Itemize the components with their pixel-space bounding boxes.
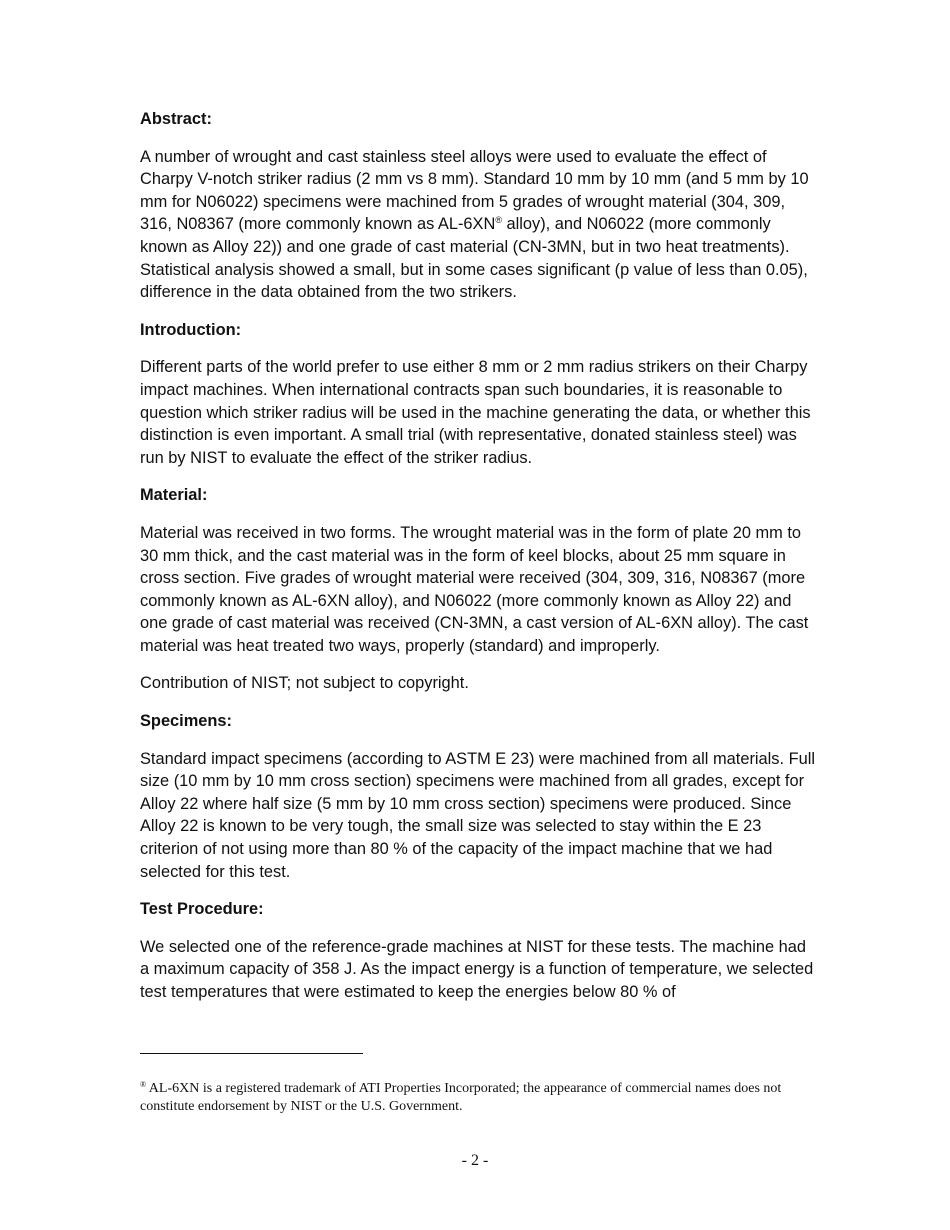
body-content — [140, 108, 816, 1019]
specimens-paragraph: Standard impact specimens (according to ASTM E 23) were machined from all materials. Full size (10 mm by 10 mm cross section) specimens were machined from all grades, except for Alloy 22 where half size (5 mm by 10 mm cross section) specimens were produced. Since Alloy 22 is known to be very tough, the small size was selected to stay within the E 23 criterion of not using more than 80 % of the capacity of the impact machine that we had selected for this test. — [140, 749, 816, 881]
specimens-heading: Specimens: — [140, 712, 233, 731]
abstract-text-part2: alloy), and N06022 (more commonly known as Alloy 22)) and one grade of cast material (CN-3MN, but in two heat treatments). Statistical analysis showed a small, but in some cases significant (p value of less than 0.05), difference in the data obtained from the two strikers. — [140, 215, 808, 302]
footnote — [140, 1080, 816, 1116]
test-procedure-paragraph: We selected one of the reference-grade machines at NIST for these tests. The machine had a maximum capacity of 358 J. As the impact energy is a function of temperature, we selected test temperatures that were estimated to keep the energies below 80 % of — [140, 937, 814, 1001]
abstract-heading: Abstract: — [140, 110, 212, 128]
introduction-heading: Introduction: — [140, 320, 242, 339]
page-number: - 2 - — [461, 1152, 489, 1169]
material-paragraph: Material was received in two forms. The wrought material was in the form of plate 20 mm to 30 mm thick, and the cast material was in the form of keel blocks, about 25 mm square in cross section. Five grades of wrought material were received (304, 309, 316, N08367 (more commonly known as AL-6XN alloy), and N06022 (more commonly known as Alloy 22) and one grade of cast material was received (CN-3MN, a cast version of AL-6XN alloy). The cast material was heat treated two ways, properly (standard) and improperly. — [140, 523, 809, 655]
abstract-text-part1: A number of wrought and cast stainless steel alloys were used to evaluate the effect of Charpy V-notch striker radius (2 mm vs 8 mm). Standard 10 mm by 10 mm (and 5 mm by 10 mm for N06022) specimens were machined from 5 grades of wrought material (304, 309, 316, N08367 (more commonly known as AL-6XN — [140, 147, 809, 234]
abstract-paragraph — [140, 146, 816, 304]
footnote-divider — [140, 1053, 363, 1054]
contribution-note: Contribution of NIST; not subject to copyright. — [140, 674, 469, 693]
introduction-paragraph: Different parts of the world prefer to use either 8 mm or 2 mm radius strikers on their Charpy impact machines. When international contracts span such boundaries, it is reasonable to question which striker radius will be used in the machine generating the data, or whether this distinction is even important. A small trial (with representative, donated stainless steel) was run by NIST to evaluate the effect of the striker radius. — [140, 358, 811, 467]
footnote-mark: ® — [140, 1080, 147, 1089]
footnote-text: AL-6XN is a registered trademark of ATI Properties Incorporated; the appearance of commercial names does not constitute endorsement by NIST or the U.S. Government. — [140, 1081, 782, 1114]
material-heading: Material: — [140, 486, 208, 505]
test-procedure-heading: Test Procedure: — [140, 900, 264, 919]
registered-mark: ® — [495, 215, 502, 226]
